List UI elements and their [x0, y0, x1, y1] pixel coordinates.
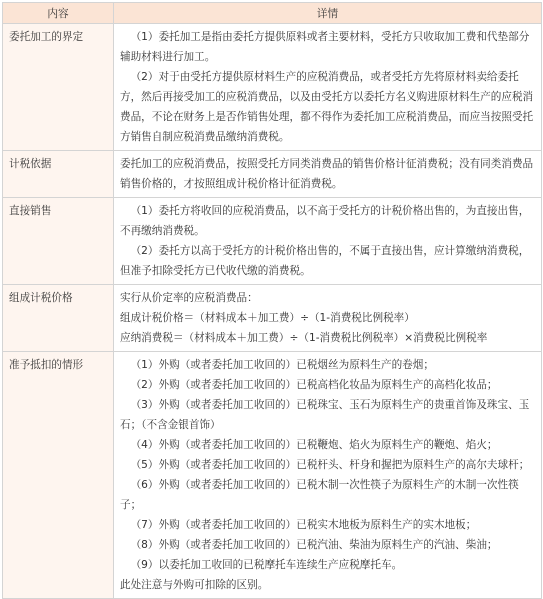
- detail-line: （4）外购（或者委托加工收回的）已税鞭炮、焰火为原料生产的鞭炮、焰火；: [130, 439, 498, 451]
- table-row: [3, 285, 542, 352]
- row-details: [114, 352, 542, 599]
- note-line: 此处注意与外购可扣除的区别。: [120, 579, 269, 591]
- detail-line: （2）外购（或者委托加工收回的）已税高档化妆品为原料生产的高档化妆品；: [130, 379, 498, 391]
- row-details: [114, 151, 542, 198]
- formula-line: 应纳消费税＝（材料成本＋加工费）÷（1-消费税比例税率）×消费税比例税率: [120, 332, 488, 344]
- row-label: 组成计税价格: [3, 285, 114, 352]
- detail-line: 委托加工的应税消费品，按照受托方同类消费品的销售价格计征消费税；没有同类消费品销售价格的，才按照组成计税价格计征消费税。: [120, 158, 534, 190]
- table-row: [3, 198, 542, 285]
- detail-line: 实行从价定率的应税消费品：: [120, 292, 258, 304]
- detail-line: （2）委托方以高于受托方的计税价格出售的，不属于直接出售，应计算缴纳消费税，但准予扣除受托方已代收代缴的消费税。: [120, 245, 530, 277]
- table-row: [3, 352, 542, 599]
- detail-line: （1）委托加工是指由委托方提供原料或者主要材料，受托方只收取加工费和代垫部分辅助材料进行加工。: [120, 31, 530, 63]
- detail-line: （1）委托方将收回的应税消费品，以不高于受托方的计税价格出售的，为直接出售，不再缴纳消费税。: [120, 205, 530, 237]
- detail-line: （6）外购（或者委托加工收回的）已税木制一次性筷子为原料生产的木制一次性筷子；: [120, 479, 519, 511]
- table-row: [3, 24, 542, 151]
- row-details: [114, 24, 542, 151]
- header-content: 内容: [3, 3, 114, 24]
- detail-line: （5）外购（或者委托加工收回的）已税杆头、杆身和握把为原料生产的高尔夫球杆；: [130, 459, 530, 471]
- table-row: [3, 151, 542, 198]
- row-label: 准予抵扣的情形: [3, 352, 114, 599]
- row-label: 计税依据: [3, 151, 114, 198]
- detail-line: （1）外购（或者委托加工收回的）已税烟丝为原料生产的卷烟；: [130, 359, 434, 371]
- header-details: 详情: [114, 3, 542, 24]
- detail-line: （9）以委托加工收回的已税摩托车连续生产应税摩托车。: [130, 559, 403, 571]
- detail-line: （8）外购（或者委托加工收回的）已税汽油、柴油为原料生产的汽油、柴油；: [130, 539, 498, 551]
- row-details: [114, 198, 542, 285]
- row-label: 委托加工的界定: [3, 24, 114, 151]
- detail-line: （2）对于由受托方提供原材料生产的应税消费品，或者受托方先将原材料卖给委托方，然后再接受加工的应税消费品，以及由受托方以委托方名义购进原材料生产的应税消费品，不论在财务上是否作销售处理，都不得作为委托加工应税消费品，而应当按照受托方销售自制应税消费品缴纳消费税。: [120, 71, 534, 143]
- formula-line: 组成计税价格＝（材料成本＋加工费）÷（1-消费税比例税率）: [120, 312, 415, 324]
- row-details: [114, 285, 542, 352]
- consumption-tax-table: [2, 2, 542, 599]
- row-label: 直接销售: [3, 198, 114, 285]
- table-header-row: [3, 3, 542, 24]
- detail-line: （3）外购（或者委托加工收回的）已税珠宝、玉石为原料生产的贵重首饰及珠宝、玉石；（不含金银首饰）: [120, 399, 530, 431]
- detail-line: （7）外购（或者委托加工收回的）已税实木地板为原料生产的实木地板；: [130, 519, 477, 531]
